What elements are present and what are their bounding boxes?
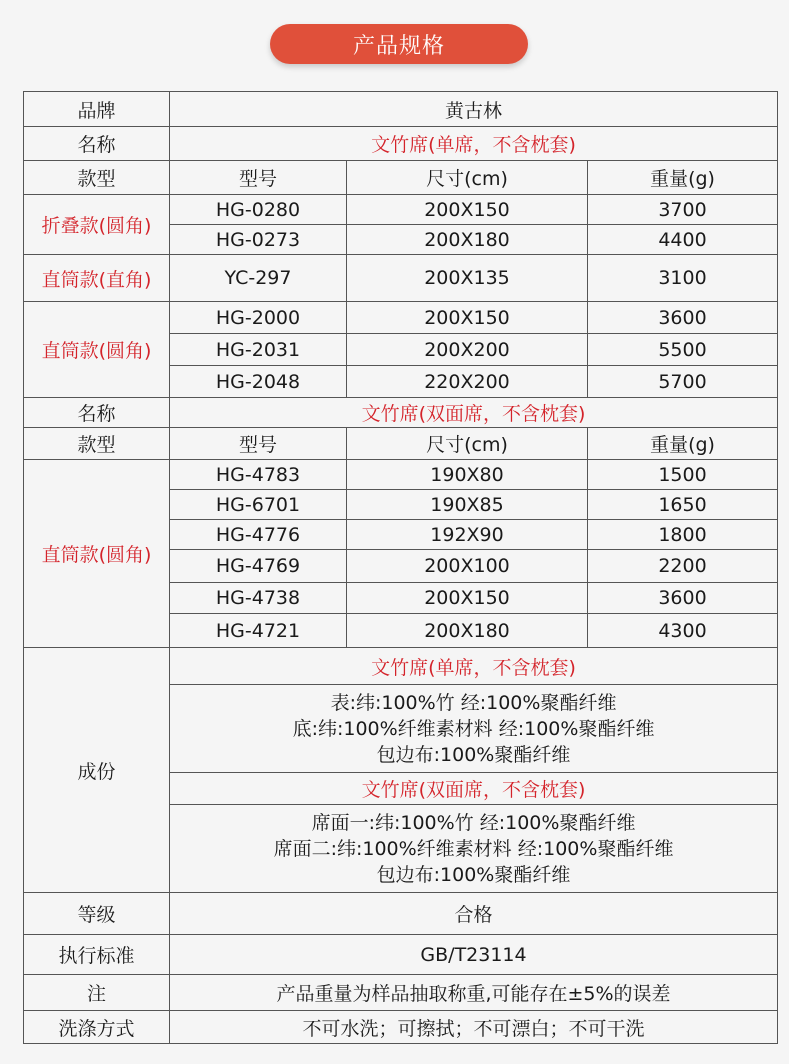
weight-cell: 3100 <box>588 255 778 302</box>
name-label: 名称 <box>24 398 170 428</box>
size-cell: 200X150 <box>347 583 588 614</box>
model-cell: HG-4783 <box>170 460 347 490</box>
composition-line: 底:纬:100%纤维素材料 经:100%聚酯纤维 <box>292 717 655 740</box>
weight-cell: 3700 <box>588 195 778 225</box>
page-title: 产品规格 <box>270 24 528 64</box>
model-cell: HG-6701 <box>170 490 347 520</box>
name-label: 名称 <box>24 127 170 161</box>
size-cell: 200X180 <box>347 614 588 648</box>
header-row-1 <box>24 161 778 195</box>
model-cell: HG-4769 <box>170 550 347 583</box>
col-weight: 重量(g) <box>588 161 778 195</box>
style-cell: 直筒款(圆角) <box>24 460 170 648</box>
header-row-2 <box>24 428 778 460</box>
weight-cell: 4300 <box>588 614 778 648</box>
col-model: 型号 <box>170 161 347 195</box>
standard-value: GB/T23114 <box>170 935 778 975</box>
washing-value: 不可水洗；可擦拭；不可漂白；不可干洗 <box>170 1011 778 1044</box>
name-row-2 <box>24 398 778 428</box>
weight-cell: 1500 <box>588 460 778 490</box>
note-label: 注 <box>24 975 170 1011</box>
grade-value: 合格 <box>170 893 778 935</box>
weight-cell: 3600 <box>588 302 778 334</box>
style-label: 款型 <box>24 428 170 460</box>
col-model: 型号 <box>170 428 347 460</box>
washing-label: 洗涤方式 <box>24 1011 170 1044</box>
style-label: 款型 <box>24 161 170 195</box>
composition-line: 表:纬:100%竹 经:100%聚酯纤维 <box>330 691 617 714</box>
brand-value: 黄古林 <box>170 92 778 127</box>
size-cell: 190X80 <box>347 460 588 490</box>
model-cell: HG-0273 <box>170 225 347 255</box>
model-cell: HG-4721 <box>170 614 347 648</box>
composition-single-body <box>170 685 778 773</box>
composition-line: 席面一:纬:100%竹 经:100%聚酯纤维 <box>311 811 636 834</box>
note-value: 产品重量为样品抽取称重,可能存在±5%的误差 <box>170 975 778 1011</box>
weight-cell: 5700 <box>588 366 778 398</box>
weight-cell: 5500 <box>588 334 778 366</box>
weight-cell: 3600 <box>588 583 778 614</box>
brand-label: 品牌 <box>24 92 170 127</box>
col-size: 尺寸(cm) <box>347 161 588 195</box>
spec-table <box>23 91 778 1044</box>
product-name-single: 文竹席(单席，不含枕套) <box>170 127 778 161</box>
composition-double-body <box>170 805 778 893</box>
weight-cell: 4400 <box>588 225 778 255</box>
name-row-1 <box>24 127 778 161</box>
model-cell: YC-297 <box>170 255 347 302</box>
weight-cell: 1800 <box>588 520 778 550</box>
size-cell: 200X180 <box>347 225 588 255</box>
composition-row <box>24 648 778 685</box>
composition-label: 成份 <box>24 648 170 893</box>
table-row <box>24 302 778 334</box>
size-cell: 220X200 <box>347 366 588 398</box>
style-cell: 折叠款(圆角) <box>24 195 170 255</box>
model-cell: HG-2031 <box>170 334 347 366</box>
weight-cell: 2200 <box>588 550 778 583</box>
size-cell: 200X135 <box>347 255 588 302</box>
size-cell: 200X100 <box>347 550 588 583</box>
standard-row <box>24 935 778 975</box>
style-cell: 直筒款(圆角) <box>24 302 170 398</box>
note-row <box>24 975 778 1011</box>
product-name-double: 文竹席(双面席，不含枕套) <box>170 398 778 428</box>
model-cell: HG-4776 <box>170 520 347 550</box>
composition-line: 包边布:100%聚酯纤维 <box>376 743 571 766</box>
model-cell: HG-0280 <box>170 195 347 225</box>
size-cell: 192X90 <box>347 520 588 550</box>
model-cell: HG-2000 <box>170 302 347 334</box>
table-row <box>24 195 778 225</box>
style-cell: 直筒款(直角) <box>24 255 170 302</box>
model-cell: HG-4738 <box>170 583 347 614</box>
size-cell: 200X200 <box>347 334 588 366</box>
composition-single-title: 文竹席(单席，不含枕套) <box>170 648 778 685</box>
size-cell: 200X150 <box>347 195 588 225</box>
grade-row <box>24 893 778 935</box>
composition-line: 席面二:纬:100%纤维素材料 经:100%聚酯纤维 <box>273 837 674 860</box>
washing-row <box>24 1011 778 1044</box>
composition-double-title: 文竹席(双面席，不含枕套) <box>170 773 778 805</box>
weight-cell: 1650 <box>588 490 778 520</box>
table-row <box>24 255 778 302</box>
standard-label: 执行标准 <box>24 935 170 975</box>
col-weight: 重量(g) <box>588 428 778 460</box>
model-cell: HG-2048 <box>170 366 347 398</box>
col-size: 尺寸(cm) <box>347 428 588 460</box>
table-row <box>24 460 778 490</box>
grade-label: 等级 <box>24 893 170 935</box>
size-cell: 190X85 <box>347 490 588 520</box>
composition-line: 包边布:100%聚酯纤维 <box>376 863 571 886</box>
brand-row <box>24 92 778 127</box>
size-cell: 200X150 <box>347 302 588 334</box>
